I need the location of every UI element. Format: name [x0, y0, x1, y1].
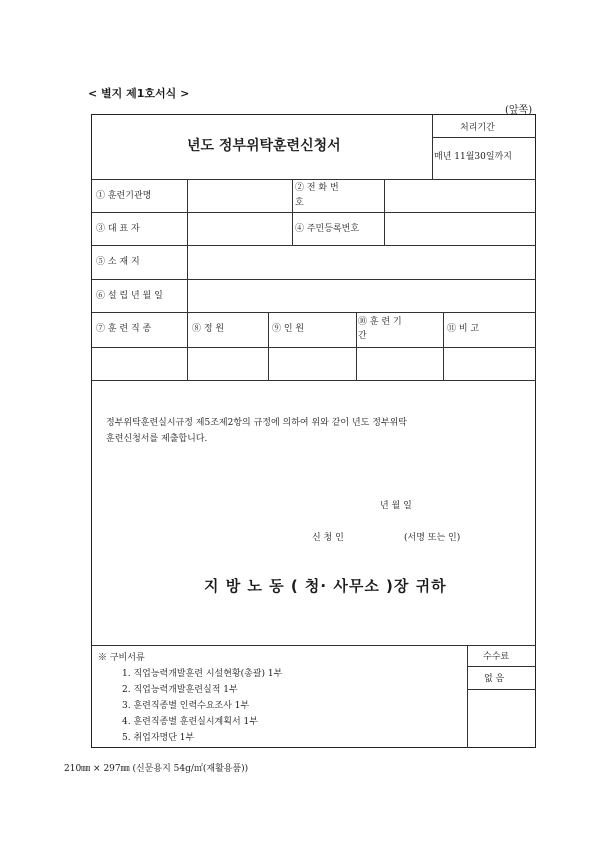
fee-value: 없 음 — [484, 674, 505, 684]
divider — [467, 666, 536, 667]
document-item: 2. 직업능력개발훈련실적 1부 — [122, 685, 238, 695]
divider — [268, 312, 269, 380]
phone-label-cont: 호 — [295, 198, 304, 208]
applicant-label: 신 청 인 — [312, 533, 344, 543]
front-side-label: (앞쪽) — [505, 105, 533, 116]
divider — [92, 279, 536, 280]
staff-header: ⑨ 인 원 — [272, 324, 305, 334]
document-item: 5. 취업자명단 1부 — [122, 733, 195, 743]
divider — [92, 179, 536, 180]
divider — [92, 245, 536, 246]
period-header-cont: 간 — [358, 331, 367, 341]
location-label: ⑤ 소 재 지 — [96, 257, 140, 267]
document-item: 3. 훈련직종별 인력수요조사 1부 — [122, 701, 250, 711]
period-header: ⑩ 훈 련 기 — [358, 317, 402, 327]
fee-label: 수수료 — [483, 652, 510, 662]
recipient-line: 지 방 노 동 ( 청· 사무소 )장 귀하 — [204, 577, 447, 595]
divider — [443, 312, 444, 380]
divider — [356, 312, 357, 380]
divider — [187, 179, 188, 380]
remarks-header: ⑪ 비 고 — [447, 324, 480, 334]
divider — [92, 312, 536, 313]
divider — [432, 137, 536, 138]
divider — [292, 179, 293, 245]
divider — [384, 179, 385, 245]
divider — [467, 645, 468, 748]
required-documents-heading: ※ 구비서류 — [98, 653, 145, 663]
processing-period-value: 매년 11월30일까지 — [434, 152, 512, 162]
capacity-header: ⑧ 정 원 — [192, 324, 225, 334]
divider — [92, 645, 536, 646]
founded-date-label: ⑥ 설 립 년 월 일 — [96, 291, 163, 301]
divider — [92, 380, 536, 381]
processing-period-label: 처리기간 — [460, 123, 495, 133]
institution-name-label: ① 훈련기관명 — [96, 191, 152, 201]
document-item: 4. 훈련직종별 훈련실시계획서 1부 — [122, 717, 258, 727]
form-number-label: < 별지 제1호서식 > — [88, 87, 190, 100]
divider — [467, 689, 536, 690]
representative-label: ③ 대 표 자 — [96, 224, 140, 234]
date-field: 년 월 일 — [380, 501, 412, 511]
divider — [92, 212, 536, 213]
paper-spec-footer: 210㎜ × 297㎜ (신문용지 54g/㎡(재활용품)) — [64, 764, 249, 774]
document-item: 1. 직업능력개발훈련 시설현황(총괄) 1부 — [122, 669, 283, 679]
application-form — [91, 114, 536, 748]
signature-label: (서명 또는 인) — [404, 533, 461, 543]
divider — [92, 347, 536, 348]
resident-number-label: ④ 주민등록번호 — [295, 224, 360, 234]
statement-line-1: 정부위탁훈련실시규정 제5조제2항의 규정에 의하여 위와 같이 년도 정부위탁 — [106, 418, 407, 428]
occupation-header: ⑦ 훈 련 직 종 — [96, 324, 152, 334]
divider — [432, 115, 433, 179]
phone-label: ② 전 화 번 — [295, 183, 339, 193]
form-title: 년도 정부위탁훈련신청서 — [187, 138, 341, 154]
statement-line-2: 훈련신청서를 제출합니다. — [106, 434, 208, 444]
